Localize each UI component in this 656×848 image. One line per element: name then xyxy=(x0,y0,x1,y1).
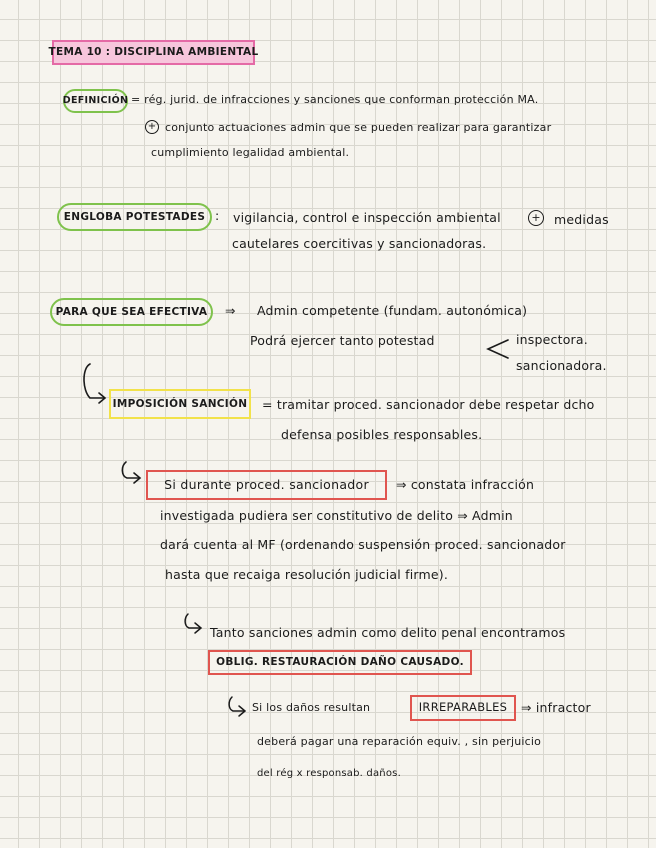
imposicion-label xyxy=(109,389,251,419)
engloba-line2: cautelares coercitivas y sancionadoras. xyxy=(232,236,487,251)
engloba-label-text: ENGLOBA POTESTADES xyxy=(63,210,206,223)
hook-arrow-icon xyxy=(117,458,147,488)
engloba-plus-text: + xyxy=(531,211,541,224)
imposicion-line1: = tramitar proced. sancionador debe respetar dcho xyxy=(262,397,595,412)
engloba-line1b: medidas xyxy=(554,212,609,227)
durante-label xyxy=(146,470,387,500)
irreparables-line3: del rég x responsab. daños. xyxy=(257,768,401,779)
definicion-plus-icon xyxy=(145,120,159,134)
branch-bracket-icon xyxy=(484,336,514,366)
engloba-colon: : xyxy=(215,208,220,223)
definicion-plus-text: + xyxy=(147,121,157,132)
efectiva-line1: Admin competente (fundam. autonómica) xyxy=(257,303,528,318)
hook-arrow-icon xyxy=(180,610,210,640)
efectiva-label-text: PARA QUE SEA EFECTIVA xyxy=(55,305,208,318)
engloba-line1: vigilancia, control e inspección ambiental xyxy=(233,210,501,225)
hook-arrow-icon xyxy=(224,693,254,723)
durante-line2: investigada pudiera ser constitutivo de delito ⇒ Admin xyxy=(160,508,513,523)
definicion-label xyxy=(63,89,128,113)
obligacion-label-text: OBLIG. RESTAURACIÓN DAÑO CAUSADO. xyxy=(216,656,464,669)
engloba-label xyxy=(57,203,212,231)
durante-line1: ⇒ constata infracción xyxy=(396,477,535,492)
irreparables-suffix: ⇒ infractor xyxy=(521,700,591,715)
engloba-plus-icon xyxy=(528,210,544,226)
definicion-line3: cumplimiento legalidad ambiental. xyxy=(151,146,350,159)
durante-line3: dará cuenta al MF (ordenando suspensión proced. sancionador xyxy=(160,537,566,552)
imposicion-line2: defensa posibles responsables. xyxy=(281,427,483,442)
irreparables-label xyxy=(410,695,516,721)
durante-line4: hasta que recaiga resolución judicial firme). xyxy=(165,567,449,582)
efectiva-arrow: ⇒ xyxy=(225,303,236,318)
irreparables-prefix: Si los daños resultan xyxy=(252,701,371,714)
efectiva-branch-bottom: sancionadora. xyxy=(516,358,607,373)
page-title: TEMA 10 : DISCIPLINA AMBIENTAL xyxy=(48,46,259,59)
imposicion-label-text: IMPOSICIÓN SANCIÓN xyxy=(112,397,248,410)
irreparables-line2: deberá pagar una reparación equiv. , sin perjuicio xyxy=(257,735,542,748)
obligacion-label xyxy=(208,650,472,675)
definicion-label-text: DEFINICIÓN xyxy=(62,95,129,107)
irreparables-label-text: IRREPARABLES xyxy=(418,700,508,715)
efectiva-line2: Podrá ejercer tanto potestad xyxy=(250,333,435,348)
title-box xyxy=(48,40,259,65)
efectiva-branch-top: inspectora. xyxy=(516,332,588,347)
efectiva-label xyxy=(50,298,213,326)
definicion-line2: conjunto actuaciones admin que se pueden realizar para garantizar xyxy=(165,121,552,134)
tanto-line1: Tanto sanciones admin como delito penal encontramos xyxy=(210,625,566,640)
durante-label-text: Si durante proced. sancionador xyxy=(164,476,369,492)
definicion-line1: = rég. jurid. de infracciones y sanciones que conforman protección MA. xyxy=(131,93,539,106)
